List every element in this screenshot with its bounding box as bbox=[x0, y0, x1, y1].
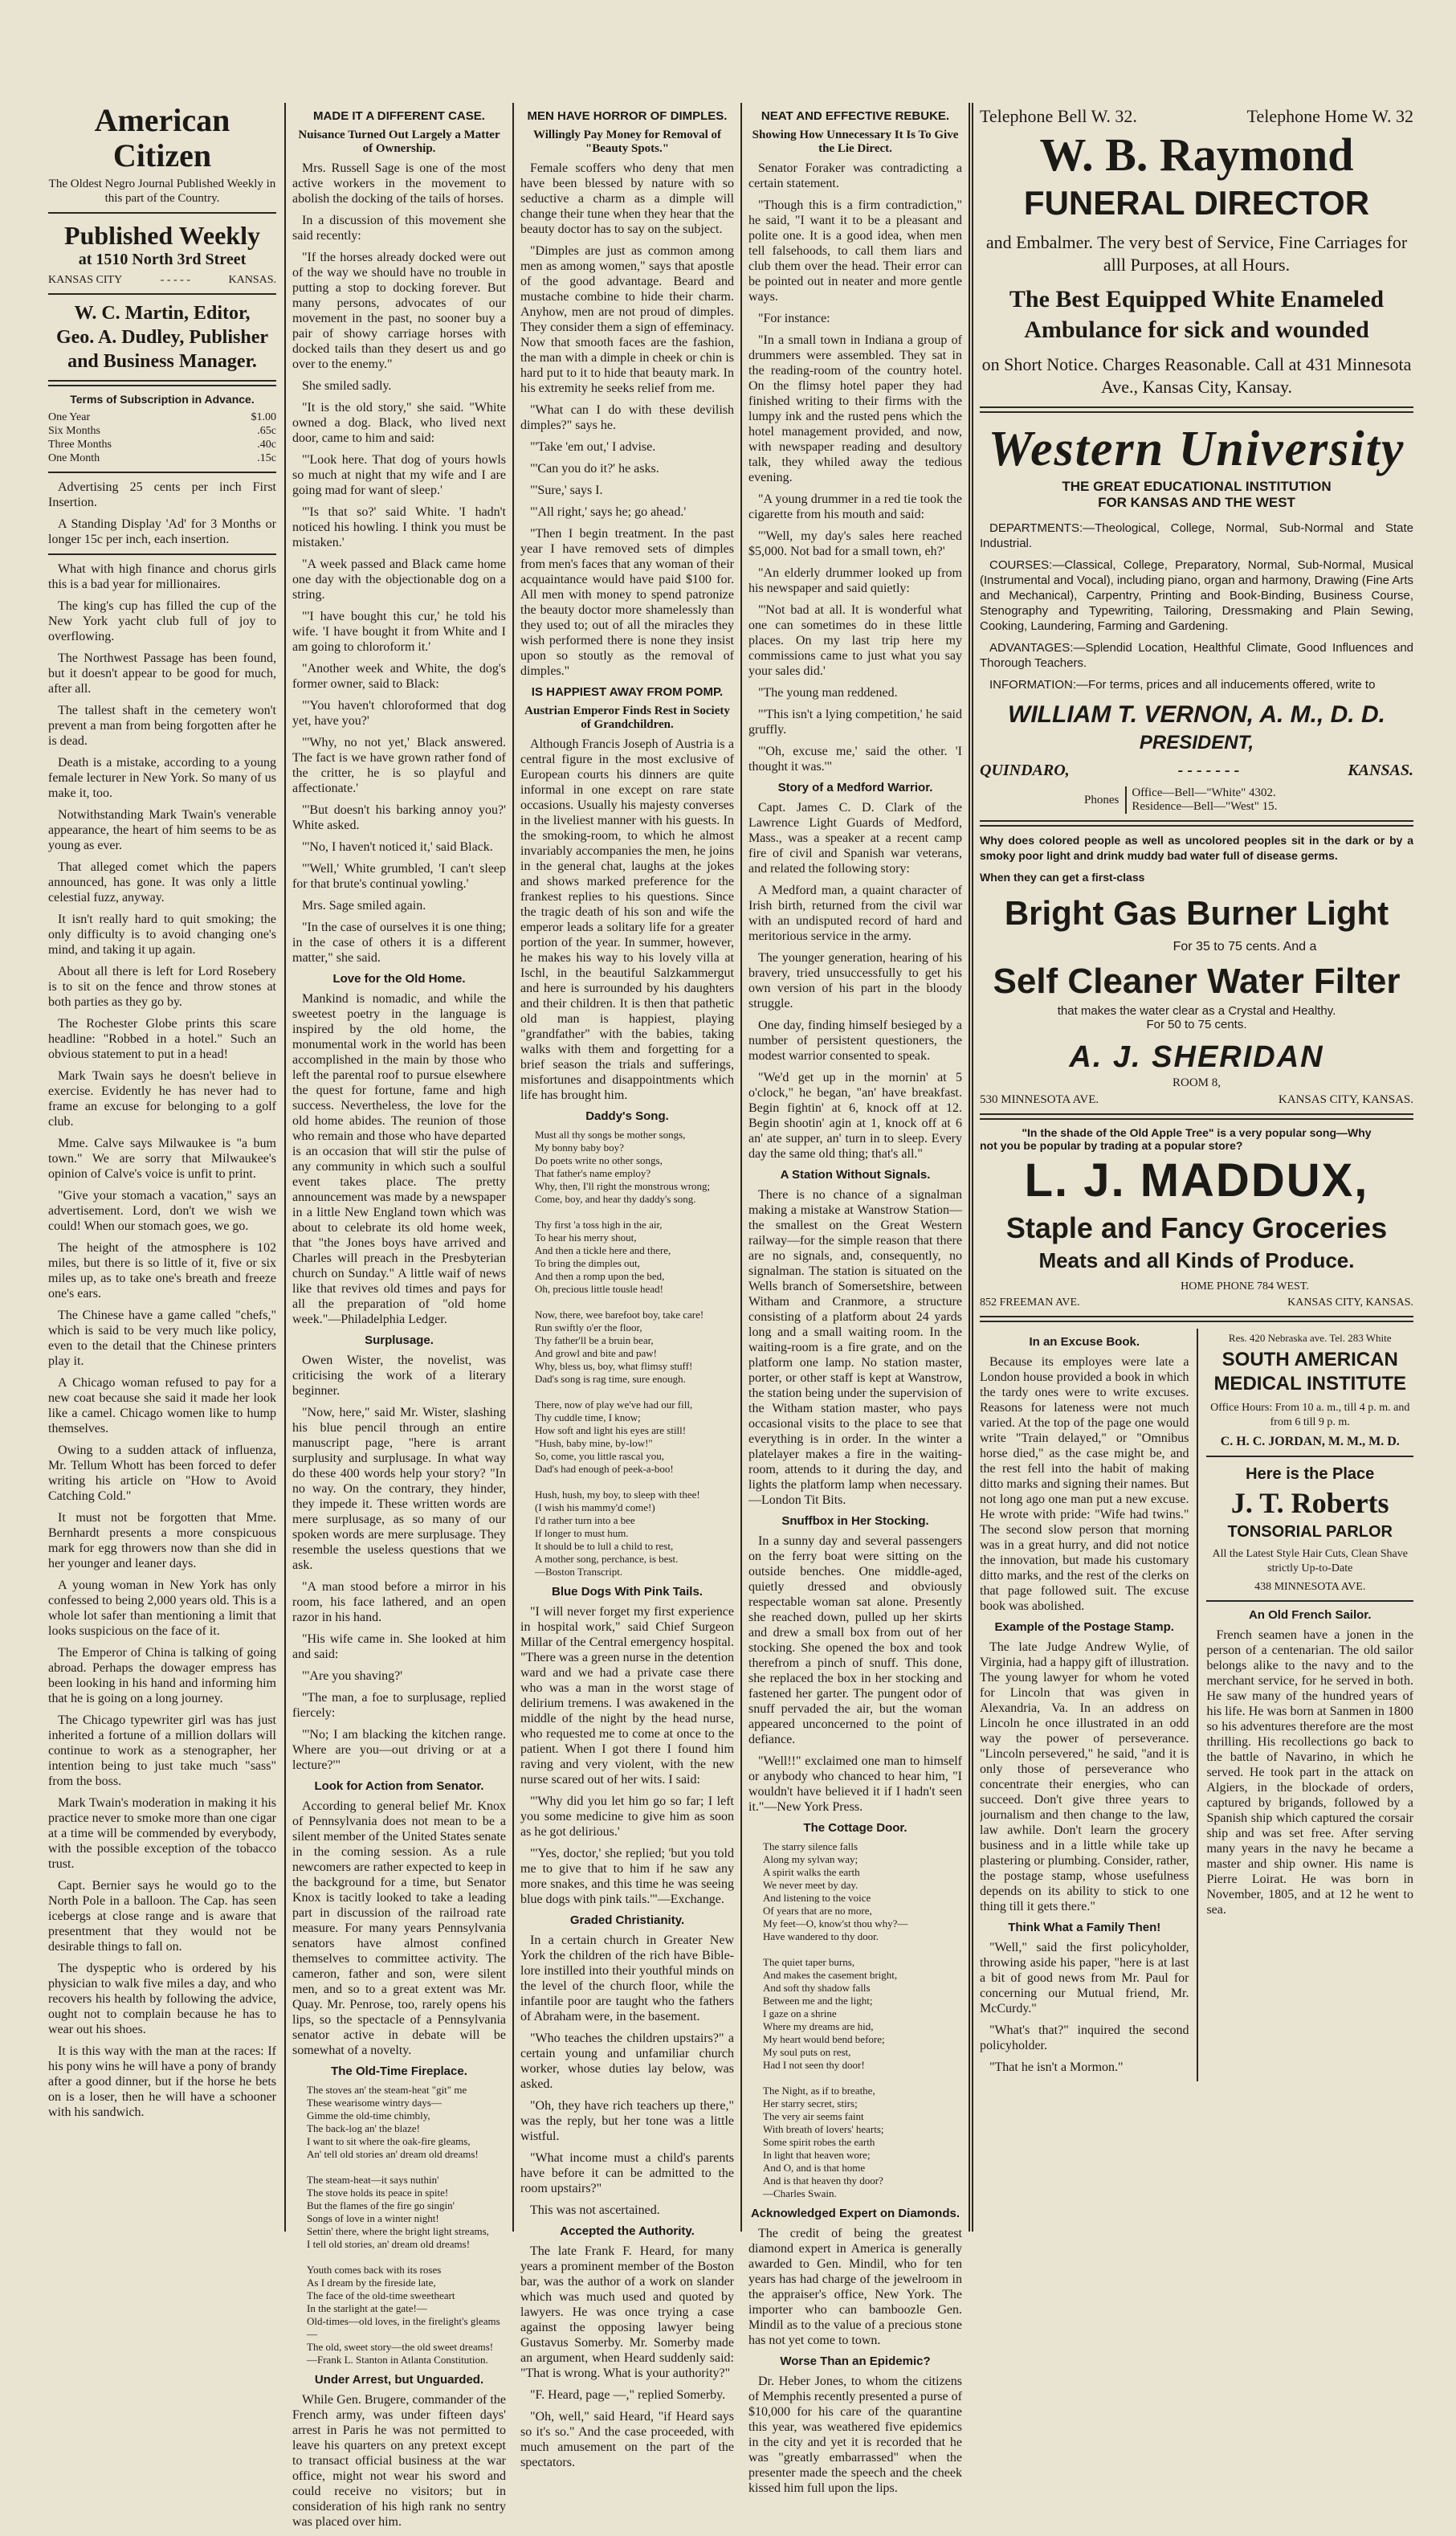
paragraph: "'Oh, excuse me,' said the other. 'I thought it was.'" bbox=[748, 745, 962, 774]
poem-body: The stoves an' the steam-heat "git" me These wearisome wintry days— Gimme the old-time chimbly, The back-log an' the blaze! I want to sit where the oak-fire gleams, An' tell old stories an' dream old dreams! The steam-heat—it says nuthin' The stove holds its peace in spite! But the flames of the fire go singin' Songs of love in a winter night! Settin' there, where the bright light streams, I tell old stories, an' dream old dreams! Youth comes back with its roses As I dream by the fireside late, The face of the old-time sweetheart In the starlight at the gate!— Old-times—old loves, in the firelight's gleams— The old, sweet story—the old sweet dreams! —Frank L. Stanton in Atlanta Constitution. bbox=[307, 2084, 500, 2366]
article-heading: In an Excuse Book. bbox=[1029, 1335, 1140, 1349]
wu-advantages: ADVANTAGES:—Splendid Location, Healthful Climate, Good Influences and Thorough Teachers. bbox=[980, 641, 1413, 670]
paragraph: "Well," said the first policyholder, throwing aside his paper, "here is at last a bit of good news from Mr. Paul for concerning our Mutual friend, Mr. McCurdy." bbox=[980, 1941, 1189, 2015]
city-left: KANSAS CITY bbox=[48, 274, 123, 286]
paragraph: "'Take 'em out,' I advise. bbox=[530, 440, 656, 454]
paragraph: "Well!!" exclaimed one man to himself or anybody who chanced to hear him, "I wouldn't have believed it if I hadn't seen it."—New York Press. bbox=[748, 1754, 962, 1814]
wu-state: KANSAS. bbox=[1348, 762, 1413, 779]
sheridan-room: ROOM 8, bbox=[1172, 1076, 1221, 1089]
paragraph: This was not ascertained. bbox=[530, 2203, 660, 2217]
masthead-tagline: The Oldest Negro Journal Published Weekly in this part of the Country. bbox=[48, 178, 276, 205]
article-heading: Under Arrest, but Unguarded. bbox=[314, 2373, 484, 2387]
terms-list bbox=[48, 410, 276, 465]
maddux-question-2: not you be popular by trading at a popular store? bbox=[980, 1139, 1243, 1152]
wu-location bbox=[980, 762, 1413, 780]
wu-title: Western University bbox=[988, 422, 1405, 476]
article-body bbox=[748, 2226, 962, 2348]
paragraph: "'Can you do it?' he asks. bbox=[530, 462, 659, 476]
terms-period: Six Months bbox=[48, 425, 100, 437]
article-body bbox=[748, 1533, 962, 1815]
paragraph: "A week passed and Black came home one day with the objectionable dog on a string. bbox=[292, 557, 506, 602]
sami-hours: Office Hours: From 10 a. m., till 4 p. m. and from 6 till 9 p. m. bbox=[1210, 1402, 1410, 1428]
poem-body: Must all thy songs be mother songs, My bonny baby boy? Do poets write no other songs, That father's name employ? Why, then, I'll right the monstrous wrong; Come, boy, and hear thy daddy's song. Thy first 'a toss high in the air, To hear his merry shout, And then a tickle here and there, To bring the dimples out, And then a romp upon the bed, Oh, precious little tousle head! Now, there, wee barefoot boy, take care! Run swiftly o'er the floor, Thy father'll be a bruin bear, And growl and bite and paw! Why, bless us, boy, what flimsy stuff! Dad's song is rag time, sure enough. There, now of play we've had our fill, Thy cuddle time, I know; How soft and light his eyes are still! "Hush, baby mine, by-low!" So, come, you little rascal you, Dad's had enough of peek-a-boo! Hush, hush, my boy, to sleep with thee! (I wish his mammy'd come!) I'd rather turn into a bee If longer to must hum. It should be to lull a child to rest, A mother song, perchance, is best. —Boston Transcript. bbox=[535, 1129, 711, 1578]
paragraph: "'Not bad at all. It is wonderful what one can sometimes do in these little places. On my last trip here my commissions came to just what you say your sales did.' bbox=[748, 603, 962, 678]
paragraph: Mankind is nomadic, and while the sweetest poetry in the language is inspired by the old home, the monumental work in the world has been accomplished in the main by those who left the parental roof to pursue elsewhere the quest for fortune, fame and high success. Nevertheless, the love for the old home abides. The reunion of those who remain and those who have departed is an occasion that will stir the pulse of any community in which such a soulful event takes place. The pretty announcement was made by a newspaper in a little New England town which was about to celebrate its old home week, that "the Jones boys have arrived and Charles will preach in the Presbyterian church on Sunday." A little waif of news like that revives old times and pays for all the preparation of "old home week."—Philadelphia Ledger. bbox=[292, 992, 506, 1326]
terms-period: One Year bbox=[48, 411, 91, 423]
article-heading: Graded Christianity. bbox=[569, 1913, 685, 1927]
article-body bbox=[292, 1353, 506, 1773]
paragraph: The late Frank F. Heard, for many years a prominent member of the Boston bar, was the author of a work on slander which was much used and quoted by lawyers. He was once trying a case against the opposing lawyer being Gustavus Somerby. Mr. Somerby made an argument, when Heard suddenly said: "That is wrong. What is your authority?" bbox=[520, 2244, 734, 2380]
sheridan-name: A. J. SHERIDAN bbox=[1069, 1040, 1324, 1074]
article-body bbox=[980, 1640, 1189, 1914]
article-heading: MADE IT A DIFFERENT CASE. bbox=[313, 109, 485, 123]
article-heading: A Station Without Signals. bbox=[780, 1168, 931, 1182]
article-body bbox=[520, 1933, 734, 2218]
paragraph: "Who teaches the children upstairs?" a certain young and unfamiliar church worker, whose duties lay below, was asked. bbox=[520, 2032, 734, 2091]
paragraph: The tallest shaft in the cemetery won't prevent a man from being forgotten after he is dead. bbox=[48, 704, 276, 748]
article-heading: Story of a Medford Warrior. bbox=[777, 781, 933, 794]
paragraph: "Oh, they have rich teachers up there," was the reply, but her tone was a little wistful. bbox=[520, 2099, 734, 2143]
wu-dashes: - - - - - - - bbox=[1177, 762, 1240, 779]
paragraph: Female scoffers who deny that men have been blessed by nature with so seductive a charm as a dimple will change their tune when they hear that the beauty doctor has to say on the subject. bbox=[520, 161, 734, 236]
paragraph: It isn't really hard to quit smoking; the only difficulty is to avoid changing one's mind, and taking it up again. bbox=[48, 913, 276, 957]
paragraph: The Chicago typewriter girl was has just inherited a fortune of a million dollars will continue to work as a stenographer, her intention being to just take much "sass" from the boss. bbox=[48, 1713, 276, 1788]
article-subheading: Nuisance Turned Out Largely a Matter of Ownership. bbox=[298, 129, 500, 155]
column-1 bbox=[48, 103, 276, 2126]
paragraph: "F. Heard, page —," replied Somerby. bbox=[530, 2388, 726, 2402]
terms-row bbox=[48, 451, 276, 465]
paragraph: "A young drummer in a red tie took the cigarette from his mouth and said: bbox=[748, 492, 962, 521]
wu-information: INFORMATION:—For terms, prices and all inducements offered, write to bbox=[989, 678, 1376, 692]
roberts-pre: Here is the Place bbox=[1246, 1465, 1375, 1483]
wu-phone-office: Office—Bell—"White" 4302. bbox=[1132, 786, 1276, 799]
sami-doctor: C. H. C. JORDAN, M. M., M. D. bbox=[1220, 1435, 1400, 1448]
paragraph: "'Why did you let him go so far; I left you some medicine to give him as soon as he got delirious.' bbox=[520, 1795, 734, 1839]
raymond-line2: The Best Equipped White Enameled Ambulance for sick and wounded bbox=[1009, 286, 1385, 343]
paragraph: "What's that?" inquired the second policyholder. bbox=[980, 2023, 1189, 2052]
paragraph: Owing to a sudden attack of influenza, Mr. Tellum Whott has been forced to defer writing his article on "How to Avoid Catching Cold." bbox=[48, 1444, 276, 1503]
paragraph: "'Yes, doctor,' she replied; 'but you told me to give that to him if he saw any more snakes, and this time he was seeing blue dogs with pink tails.'"—Exchange. bbox=[520, 1847, 734, 1906]
article-body bbox=[520, 2244, 734, 2470]
masthead-title: American Citizen bbox=[94, 103, 230, 174]
roberts-name: J. T. Roberts bbox=[1230, 1487, 1389, 1519]
paragraph: "We'd get up in the mornin' at 5 o'clock," he began, "an' have breakfast. Begin fightin' at 6, knock off at 12. Begin shootin' agin at 1, knock off at 6 an' ate supper, an' turn in to sleep. Every day the same old thing; that's all." bbox=[748, 1071, 962, 1161]
paragraph: Mrs. Sage smiled again. bbox=[302, 899, 426, 913]
article-heading: Acknowledged Expert on Diamonds. bbox=[750, 2207, 960, 2220]
column-rule bbox=[740, 103, 742, 2232]
paragraph: Notwithstanding Mark Twain's venerable appearance, the heart of him seems to be as young as ever. bbox=[48, 808, 276, 852]
wu-phone-res: Residence—Bell—"West" 15. bbox=[1132, 800, 1278, 813]
paragraph: The king's cup has filled the cup of the New York yacht club full of joy to overflowing. bbox=[48, 599, 276, 643]
paragraph: The younger generation, hearing of his bravery, tried unsuccessfully to get his own version of his part in the bloody struggle. bbox=[748, 951, 962, 1011]
paragraph: "What can I do with these devilish dimples?" says he. bbox=[520, 403, 734, 432]
paragraph: "A man stood before a mirror in his room, his face lathered, and an open razor in his hand. bbox=[292, 1580, 506, 1624]
column-2 bbox=[292, 103, 506, 2536]
paragraph: Senator Foraker was contradicting a certain statement. bbox=[748, 161, 962, 190]
paragraph: "'Is that so?' said White. 'I hadn't noticed his howling. I think you must be mistaken.' bbox=[292, 505, 506, 549]
maddux-city: KANSAS CITY, KANSAS. bbox=[1287, 1297, 1413, 1309]
paragraph: The Chinese have a game called "chefs," which is said to be very much like policy, even to the detail that the Chinese printers play it. bbox=[48, 1309, 276, 1368]
paragraph: "'You haven't chloroformed that dog yet, have you?' bbox=[292, 699, 506, 728]
terms-price: $1.00 bbox=[251, 411, 276, 423]
publication-address: at 1510 North 3rd Street bbox=[78, 251, 247, 268]
published-weekly-title: Published Weekly bbox=[64, 221, 260, 250]
maddux-phone: HOME PHONE 784 WEST. bbox=[1181, 1280, 1309, 1293]
paragraph: Mme. Calve says Milwaukee is "a bum town." We are sorry that Milwaukee's opinion of Calve's voice is unfit to print. bbox=[48, 1137, 276, 1181]
roberts-line1: All the Latest Style Hair Cuts, Clean Shave strictly Up-to-Date bbox=[1212, 1548, 1408, 1574]
article-body bbox=[748, 800, 962, 1162]
article-heading: Blue Dogs With Pink Tails. bbox=[552, 1585, 703, 1599]
article-heading: Accepted the Authority. bbox=[560, 2224, 695, 2238]
article-heading: Look for Action from Senator. bbox=[314, 1779, 484, 1793]
sheridan-address bbox=[980, 1093, 1413, 1107]
sami-header: Res. 420 Nebraska ave. Tel. 283 White bbox=[1228, 1332, 1392, 1344]
poem-body: The starry silence falls Along my sylvan way; A spirit walks the earth We never meet by day. And listening to the voice Of years that are no more, My feet—O, know'st thou why?— Have wandered to thy door. The quiet taper burns, And makes the casement bright, And soft thy shadow falls Between me and the light; I gaze on a shrine Where my dreams are hid, My heart would bend before; My soul puts on rest, Had I not seen thy door! The Night, as if to breathe, Her starry secret, stirs; The very air seems faint With breath of lovers' hearts; Some spirit robes the earth In light that heaven wore; And O, and is that home And is that heaven thy door? —Charles Swain. bbox=[763, 1840, 908, 2199]
paragraph: "'No, I haven't noticed it,' said Black. bbox=[302, 840, 493, 854]
column-rule bbox=[512, 103, 514, 2232]
city-dashes: - - - - - bbox=[160, 274, 190, 286]
paragraph: "Give your stomach a vacation," says an advertisement. Lord, don't we wish we could! When our stomach goes, we go. bbox=[48, 1189, 276, 1233]
article-body bbox=[520, 1604, 734, 1907]
paragraph: A Chicago woman refused to pay for a new coat because she said it made her look like a camel. Chicago women like to hump themselves. bbox=[48, 1376, 276, 1435]
paragraph: "'Sure,' says I. bbox=[530, 484, 603, 497]
article-subheading: Willingly Pay Money for Removal of "Beauty Spots." bbox=[532, 129, 721, 155]
paragraph: According to general belief Mr. Knox of Pennsylvania does not mean to be a silent member of the United States senate in the coming session. As a rule newcomers are rather expected to keep in the background for a time, but Senator Knox is tacitly looked to take a leading part in discussion of the railroad rate measure. For many years Pennsylvania senators have almost confined themselves to committee activity. The cameron, father and son, were silent men, and so to a great extent was Mr. Quay. Mr. Penrose, too, rarely opens his lips, so the spectacle of a Pennsylvania senator active in debate will be somewhat of a novelty. bbox=[292, 1799, 506, 2057]
editor-name: W. C. Martin, Editor, bbox=[74, 303, 251, 324]
paragraph: "'Well,' White grumbled, 'I can't sleep for that brute's continual yowling.' bbox=[292, 862, 506, 891]
maddux-addr: 852 FREEMAN AVE. bbox=[980, 1297, 1080, 1309]
paragraph: About all there is left for Lord Rosebery is to sit on the fence and throw stones at both parties as they go by. bbox=[48, 965, 276, 1009]
column-rule bbox=[972, 103, 973, 2232]
column-4 bbox=[748, 103, 962, 2502]
paragraph: Because its employes were late a London house provided a book in which the tardy ones were to write excuses. Reasons for lateness were not much varied. At the top of the page one would write "Train delayed," or "Omnibus horse died," as the case might be, and the rest fell into the habit of making ditto marks and signing their names. But not long ago one man put a new excuse. He wrote with pride: "Wife had twins." The second slow person that morning was in a great hurry, and did not notice the innovation, but made his customary ditto marks, and the rest of the clerks on that page followed suit. The excuse book was abolished. bbox=[980, 1355, 1189, 1613]
article-body bbox=[292, 991, 506, 1327]
phone-bell: Telephone Bell W. 32. bbox=[980, 106, 1137, 126]
paragraph: There is no chance of a signalman making a mistake at Wanstrow Station—the smallest on the Great Western railway—for the simple reason that there are no signals, and, consequently, no signalman. The station is situated on the Wells branch of Somersetshire, between Witham and Cranmore, a structure consisting of a platform about 24 yards long and a small waiting room. In the waiting-room is a fire grate, and on the platform one lamp. No station master, porter, or other staff is kept at Wanstrow, the station being under the supervision of the Witham station master, who pays occasional visits to the place to see that everything is in order. In the winter a platelayer makes a fire in the waiting-room, attends to it during the day, and lights the platform lamp when necessary.—London Tit Bits. bbox=[748, 1188, 962, 1507]
paragraph: What with high finance and chorus girls this is a bad year for millionaires. bbox=[48, 562, 276, 591]
article-body bbox=[292, 2392, 506, 2530]
paragraph: Capt. Bernier says he would go to the North Pole in a balloon. The Cap. has seen icebergs at close range and is aware that presentment that they would not be desirable things to fall on. bbox=[48, 1879, 276, 1954]
paragraph: "For instance: bbox=[758, 312, 830, 325]
poem-heading: Daddy's Song. bbox=[585, 1109, 669, 1123]
paragraph: Death is a mistake, according to a young female lecturer in New York. So many of us make it, too. bbox=[48, 756, 276, 800]
paragraph: "That he isn't a Mormon." bbox=[989, 2060, 1124, 2074]
wu-president: WILLIAM T. VERNON, A. M., D. D. bbox=[1008, 701, 1385, 728]
raymond-line1: and Embalmer. The very best of Service, Fine Carriages for alll Purposes, at all Hours. bbox=[985, 232, 1408, 275]
paragraph: "Then I begin treatment. In the past year I have removed sets of dimples from men's faces that any woman of their acquaintance would have paid $100 for. All men with money to spend patronize the beauty doctor more shamelessly than they used to; out of all the miracles they wish performed there is none they insist upon so stoutly as the removal of dimples." bbox=[520, 527, 734, 678]
paragraph: French seamen have a jonen in the person of a centenarian. The old sailor belongs alike to the navy and to the merchant service, for he served in both. He saw many of the hundred years of his life. He was born at Sanmen in 1800 so his adventures therefore are the most thrilling. His recollections go back to the battle of Navarino, in which he served. He took part in the attack on Algiers, in the blockade of orders, captured by brigands, followed by a Spanish ship which captured the corsair ship and was set free. After serving many years in the navy he became a master and ship owner. His name is Pierre Loirat. He was born in November, 1805, and at 12 he went to sea. bbox=[1206, 1628, 1413, 1917]
wu-sub1: THE GREAT EDUCATIONAL INSTITUTION bbox=[1062, 479, 1332, 494]
paragraph: A young woman in New York has only confessed to being 2,000 years old. This is a whole lot safer than mentioning a limit that looks suspicious on the face of it. bbox=[48, 1578, 276, 1638]
gas-question: Why does colored people as well as uncolored peoples sit in the dark or by a smoky poor light and drink muddy bad water full of disease germs. bbox=[980, 834, 1413, 862]
raymond-phones bbox=[980, 106, 1413, 127]
gas-question-2: When they can get a first-class bbox=[980, 871, 1145, 884]
sheridan-addr: 530 MINNESOTA AVE. bbox=[980, 1093, 1099, 1106]
paragraph: "It is the old story," she said. "White owned a dog. Black, who lived next door, came to him and said: bbox=[292, 401, 506, 445]
paragraph: "I will never forget my first experience in hospital work," said Chief Surgeon Millar of the Central emergency hospital. "There was a green nurse in the detention ward and we had a private case there who was a man in the worst stage of delirium tremens. I was awakened in the middle of the night by the head nurse, who requested me to come at once to the patient. When I got there I found him raving and very violent, with the new nurse scared out of her wits. I said: bbox=[520, 1605, 734, 1787]
ads-bottom-left bbox=[980, 1329, 1189, 2081]
paragraph: Mark Twain's moderation in making it his practice never to smoke more than one cigar at a time will be commended by everybody, with the possible exception of the tobacco trust. bbox=[48, 1796, 276, 1871]
paragraph: The Rochester Globe prints this scare headline: "Robbed in a hotel." Such an obvious statement to put in a head! bbox=[48, 1017, 276, 1061]
terms-row bbox=[48, 438, 276, 451]
maddux-line2: Meats and all Kinds of Produce. bbox=[1038, 1248, 1355, 1272]
paragraph: A Medford man, a quaint character of Irish birth, returned from the civil war with an undisputed record of hard and meritorious service in the army. bbox=[748, 884, 962, 943]
paragraph: One day, finding himself besieged by a number of persistent questioners, the modest warrior consented to speak. bbox=[748, 1019, 962, 1063]
ads-bottom-right bbox=[1206, 1329, 1413, 2081]
terms-period: One Month bbox=[48, 452, 100, 464]
terms-price: .65c bbox=[257, 425, 276, 437]
article-heading: An Old French Sailor. bbox=[1248, 1608, 1372, 1622]
paragraph: "His wife came in. She looked at him and said: bbox=[292, 1632, 506, 1661]
paragraph: In a sunny day and several passengers on the ferry boat were sitting on the outside benches. One middle-aged, quietly dressed and obviously respectable woman sat alone. Presently she reached down, pulled up her skirts and drew a small box from out of her stocking. She opened the box and took therefrom a pinch of snuff. This done, she replaced the box in her stocking and fastened her garter. The pungent odor of snuff pervaded the air, but the woman appeared unconcerned to the point of defiance. bbox=[748, 1534, 962, 1746]
article-heading: NEAT AND EFFECTIVE REBUKE. bbox=[761, 109, 950, 123]
article-body bbox=[748, 161, 962, 774]
article-body bbox=[980, 1354, 1189, 1614]
terms-price: .40c bbox=[257, 439, 276, 451]
paragraph: The dyspeptic who is ordered by his physician to walk five miles a day, and who recovers his health by following the advice, ought not to complain because he has to wear out his shoes. bbox=[48, 1962, 276, 2036]
paragraph: "'Why, no not yet,' Black answered. The fact is we have grown rather fond of the critter, he is so playful and affectionate.' bbox=[292, 736, 506, 795]
wu-place: QUINDARO, bbox=[980, 762, 1070, 779]
poem-heading: The Old-Time Fireplace. bbox=[331, 2064, 467, 2078]
editorial-paragraphs bbox=[48, 562, 276, 2120]
terms-period: Three Months bbox=[48, 439, 112, 451]
newspaper-page bbox=[48, 103, 1413, 2529]
roberts-addr: 438 MINNESOTA AVE. bbox=[1254, 1581, 1366, 1593]
paragraph: "Oh, well," said Heard, "if Heard says so it's so." And the case proceeded, with much amusement on the part of the spectators. bbox=[520, 2410, 734, 2469]
article-body bbox=[292, 161, 506, 966]
wu-phone-label: Phones bbox=[1084, 793, 1120, 807]
paragraph: "Dimples are just as common among men as among women," says that apostle of the good advantage. Beard and mustache combine to hide their charm. Anyhow, men are not proud of dimples. They consider them a sign of effeminacy. Now that smooth faces are the fashion, the man with a dimple in cheek or chin is hard put to it to hide that beauty mark. In his extremity he seeks relief from me. bbox=[520, 244, 734, 395]
article-body bbox=[520, 161, 734, 679]
article-body bbox=[748, 2374, 962, 2496]
maddux-name: L. J. MADDUX, bbox=[1024, 1154, 1369, 1207]
paragraph: "'No; I am blacking the kitchen range. Where are you—out driving or at a lecture?'" bbox=[292, 1728, 506, 1772]
city-right: KANSAS. bbox=[228, 274, 276, 286]
paragraph: "An elderly drummer looked up from his newspaper and said quietly: bbox=[748, 566, 962, 595]
paragraph: In a certain church in Greater New York the children of the rich have Bible-lore instilled into their youthful minds on the level of the church floor, while the infantile poor are taught who the fathers of Abraham were, in the basement. bbox=[520, 1934, 734, 2023]
paragraph: Mrs. Russell Sage is one of the most active workers in the movement to abolish the docking of the tails of horses. bbox=[292, 161, 506, 206]
poem-heading: The Cottage Door. bbox=[803, 1821, 907, 1835]
article-body bbox=[292, 1799, 506, 2058]
paragraph: "'All right,' says he; go ahead.' bbox=[530, 505, 687, 519]
filter-desc: that makes the water clear as a Crystal and Healthy. bbox=[1057, 1004, 1336, 1018]
article-heading: MEN HAVE HORROR OF DIMPLES. bbox=[527, 109, 728, 123]
paragraph: Owen Wister, the novelist, was criticising the work of a literary beginner. bbox=[292, 1354, 506, 1398]
article-heading: Example of the Postage Stamp. bbox=[994, 1620, 1174, 1634]
paragraph: "The man, a foe to surplusage, replied fiercely: bbox=[292, 1691, 506, 1720]
paragraph: The Northwest Passage has been found, but it doesn't appear to be good for much, after all. bbox=[48, 651, 276, 696]
paragraph: In a discussion of this movement she said recently: bbox=[292, 214, 506, 243]
paragraph: Mark Twain says he doesn't believe in exercise. Evidently he has never had to frame an excuse for belonging to a golf club. bbox=[48, 1069, 276, 1129]
paragraph: "If the horses already docked were out of the way we should have no trouble in putting a stop to docking forever. But many persons, advocates of our movement in the past, no sooner buy a pair of showy carriage horses with docked tails than they desert us and go over to the enemy." bbox=[292, 251, 506, 371]
article-body bbox=[980, 1940, 1189, 2075]
publication-city bbox=[48, 274, 276, 287]
ads-bottom-split bbox=[980, 1329, 1413, 2081]
paragraph: "'I have bought this cur,' he told his wife. 'I have bought it from White and I am going to chloroform it.' bbox=[292, 610, 506, 654]
paragraph: She smiled sadly. bbox=[302, 379, 392, 393]
advertising-rate: Advertising 25 cents per inch First Insertion. bbox=[48, 480, 276, 509]
sami-name2: MEDICAL INSTITUTE bbox=[1213, 1373, 1406, 1395]
gas-price: For 35 to 75 cents. And a bbox=[1173, 940, 1317, 954]
article-subheading: Showing How Unnecessary It Is To Give the Lie Direct. bbox=[752, 129, 959, 155]
article-heading: Love for the Old Home. bbox=[332, 972, 466, 986]
article-heading: IS HAPPIEST AWAY FROM POMP. bbox=[531, 685, 724, 699]
paragraph: "'This isn't a lying competition,' he said gruffly. bbox=[748, 708, 962, 737]
filter-price: For 50 to 75 cents. bbox=[1146, 1018, 1247, 1031]
paragraph: The credit of being the greatest diamond expert in America is generally awarded to Gen. Mindil, who for ten years has had charge of the jewelroom in the appraiser's office, New York. The importer who can bamboozle Gen. Mindil as to the value of a precious stone has not yet come to town. bbox=[748, 2227, 962, 2347]
column-rule bbox=[284, 103, 286, 2232]
raymond-line3: on Short Notice. Charges Reasonable. Call at 431 Minnesota Ave., Kansas City, Kansay. bbox=[981, 354, 1412, 397]
paragraph: Capt. James C. D. Clark of the Lawrence Light Guards of Medford, Mass., was a speaker at a recent camp fire of civil and Spanish war veterans, and related the following story: bbox=[748, 801, 962, 876]
paragraph: "Though this is a firm contradiction," he said, "I want it to be a pleasant and polite one. It is a good idea, when men tell falsehoods, to call them liars and club them over the head. Their error can be pointed out in neater and more gentle ways. bbox=[748, 198, 962, 304]
wu-departments: DEPARTMENTS:—Theological, College, Normal, Sub-Normal and State Industrial. bbox=[980, 521, 1413, 550]
raymond-name: W. B. Raymond bbox=[1039, 129, 1354, 181]
wu-phones bbox=[1084, 786, 1413, 814]
paragraph: "'Are you shaving?' bbox=[302, 1669, 403, 1683]
paragraph: "'But doesn't his barking annoy you?' White asked. bbox=[292, 803, 506, 832]
paragraph: "What income must a child's parents have before it can be admitted to the room upstairs?" bbox=[520, 2151, 734, 2195]
terms-price: .15c bbox=[257, 452, 276, 464]
phone-home: Telephone Home W. 32 bbox=[1246, 106, 1413, 126]
gas-title: Bright Gas Burner Light bbox=[1004, 894, 1389, 932]
raymond-title: FUNERAL DIRECTOR bbox=[1023, 184, 1370, 222]
terms-row bbox=[48, 424, 276, 438]
article-heading: Think What a Family Then! bbox=[1008, 1921, 1161, 1934]
article-body bbox=[748, 1187, 962, 1508]
display-ad-rate: A Standing Display 'Ad' for 3 Months or longer 15c per inch, each insertion. bbox=[48, 517, 276, 546]
paragraph: "In a small town in Indiana a group of drummers were assembled. They sat in the reading-room of the country hotel. On the flimsy hotel paper they had finished writing to their firms with the lumpy ink and the rusted pens which the hotel management provided, and now, with newspaper reading and desultory talk, they whiled away the tedious evening. bbox=[748, 333, 962, 484]
article-subheading: Austrian Emperor Finds Rest in Society of Grandchildren. bbox=[524, 704, 730, 731]
publisher-name: Geo. A. Dudley, Publisher and Business Manager. bbox=[55, 327, 269, 372]
paragraph: "'Look here. That dog of yours howls so much at night that my wife and I are going mad for want of sleep.' bbox=[292, 453, 506, 497]
terms-title: Terms of Subscription in Advance. bbox=[70, 393, 255, 406]
roberts-title: TONSORIAL PARLOR bbox=[1227, 1523, 1393, 1541]
paragraph: The late Judge Andrew Wylie, of Virginia, had a happy gift of illustration. The young lawyer for whom he voted for Lincoln that was given in Alexandria, Va. In an address on Lincoln he once illustrated in an odd way the power of perseverance. "Lincoln persevered," he said, "and it is only those of perseverance who concentrate their energies, who can succeed. Don't give three years to journalism and then change to the law, law awhile. Don't learn the grocery business and in a little while take up plastering or plumbing. Consider, rather, the postage stamp, whose usefulness depends on its ability to stick to one thing till it gets there." bbox=[980, 1640, 1189, 1913]
article-heading: Worse Than an Epidemic? bbox=[780, 2354, 931, 2368]
paragraph: "The young man reddened. bbox=[758, 686, 898, 700]
article-body bbox=[1206, 1627, 1413, 1917]
maddux-address bbox=[980, 1297, 1413, 1309]
inner-rule bbox=[1197, 1329, 1198, 2081]
paragraph: The Emperor of China is talking of going abroad. Perhaps the dowager empress has been looking in his hand and informing him that he is going on a long journey. bbox=[48, 1646, 276, 1705]
terms-row bbox=[48, 410, 276, 424]
maddux-line1: Staple and Fancy Groceries bbox=[1005, 1211, 1388, 1244]
paragraph: Although Francis Joseph of Austria is a central figure in the most exclusive of European courts his dinners are quite informal in one except on rare state occasions. Usually his majesty converses in the liveliest manner with his guests. In the smoking-room, to which he almost invariably accompanies the men, he joins in the general chat, laughs at the jokes and shows marked preference for the frankest replies to his questions. Since the tragic death of his son and wife the emperor leads a solitary life for a greater portion of the year. In summer, however, he makes his way to his lovely villa at Ischl, in the beautiful Salzkammergut and here is surrounded by his daughters and their children. It is then that pathetic old man is happiest, playing "grandfather" with the babies, taking walks with them and forgetting for a brief season the trials and sufferings, misfortunes and disappointments which life has brought him. bbox=[520, 737, 734, 1102]
maddux-question-1: "In the shade of the Old Apple Tree" is a very popular song—Why bbox=[1022, 1126, 1372, 1139]
paragraph: "In the case of ourselves it is one thing; in the case of others it is a different matter," she said. bbox=[292, 921, 506, 965]
paragraph: That alleged comet which the papers announced, has gone. It was only a little celestial fuzz, anyway. bbox=[48, 860, 276, 905]
column-rule bbox=[969, 103, 970, 2232]
sami-name1: SOUTH AMERICAN bbox=[1221, 1349, 1398, 1370]
article-heading: Surplusage. bbox=[365, 1333, 434, 1347]
wu-courses: COURSES:—Classical, College, Preparatory, Normal, Sub-Normal, Musical (Instrumental and Vocal), including piano, organ and harmony, Drawing (Fine Arts and Mechanical), Carpentry, Printing and Book-Binding, Business Course, Stenography and Typewriting, Tailoring, Dressmaking and Plain Sewing, Cooking, Laundering, Farming and Gardening. bbox=[980, 558, 1413, 633]
article-body bbox=[520, 737, 734, 1103]
wu-sub2: FOR KANSAS AND THE WEST bbox=[1098, 495, 1295, 510]
paragraph: "Another week and White, the dog's former owner, said to Black: bbox=[292, 662, 506, 691]
paragraph: While Gen. Brugere, commander of the French army, was under fifteen days' arrest in Paris he was not permitted to leave his quarters on any pretext except to transact official business at the war office, might not wear his sword and could receive no visitors; but in consideration of his high rank no sentry was placed over him. bbox=[292, 2393, 506, 2529]
column-3 bbox=[520, 103, 734, 2477]
paragraph: Dr. Heber Jones, to whom the citizens of Memphis recently presented a purse of $10,000 for his care of the quarantine this year, was weathered five epidemics in the city and yet it is recorded that he was "greatly embarrassed" when the presenter made the speech and the cheek kissed him full upon the lips. bbox=[748, 2375, 962, 2495]
article-heading: Snuffbox in Her Stocking. bbox=[781, 1514, 929, 1528]
paragraph: It is this way with the man at the races: If his pony wins he will have a pony of brandy after a good dinner, but if the horse he bets on is a loser, then he will have a schooner with his sandwich. bbox=[48, 2044, 276, 2119]
wu-president-title: PRESIDENT, bbox=[1139, 732, 1254, 753]
paragraph: "Now, here," said Mr. Wister, slashing his blue pencil through an entire manuscript page, "here is arrant surplusity and surplusage. In what way do these 400 words help your story? "In no way. On the contrary, they hinder, they impede it. These written words are mere surplusage, as so many of our spoken words are mere surplusage. They resemble the useless questions that we ask. bbox=[292, 1406, 506, 1572]
sheridan-city: KANSAS CITY, KANSAS. bbox=[1278, 1093, 1413, 1106]
column-ads bbox=[980, 103, 1413, 2081]
filter-title: Self Cleaner Water Filter bbox=[993, 962, 1401, 1001]
paragraph: "'Well, my day's sales here reached $5,000. Not bad for a small town, eh?' bbox=[748, 529, 962, 558]
paragraph: The height of the atmosphere is 102 miles, but there is so little of it, five or six miles up, as to take one's breath and freeze one's ears. bbox=[48, 1241, 276, 1301]
paragraph: It must not be forgotten that Mme. Bernhardt presents a more conspicuous mark for egg throwers now than she did in her younger and leaner days. bbox=[48, 1511, 276, 1570]
